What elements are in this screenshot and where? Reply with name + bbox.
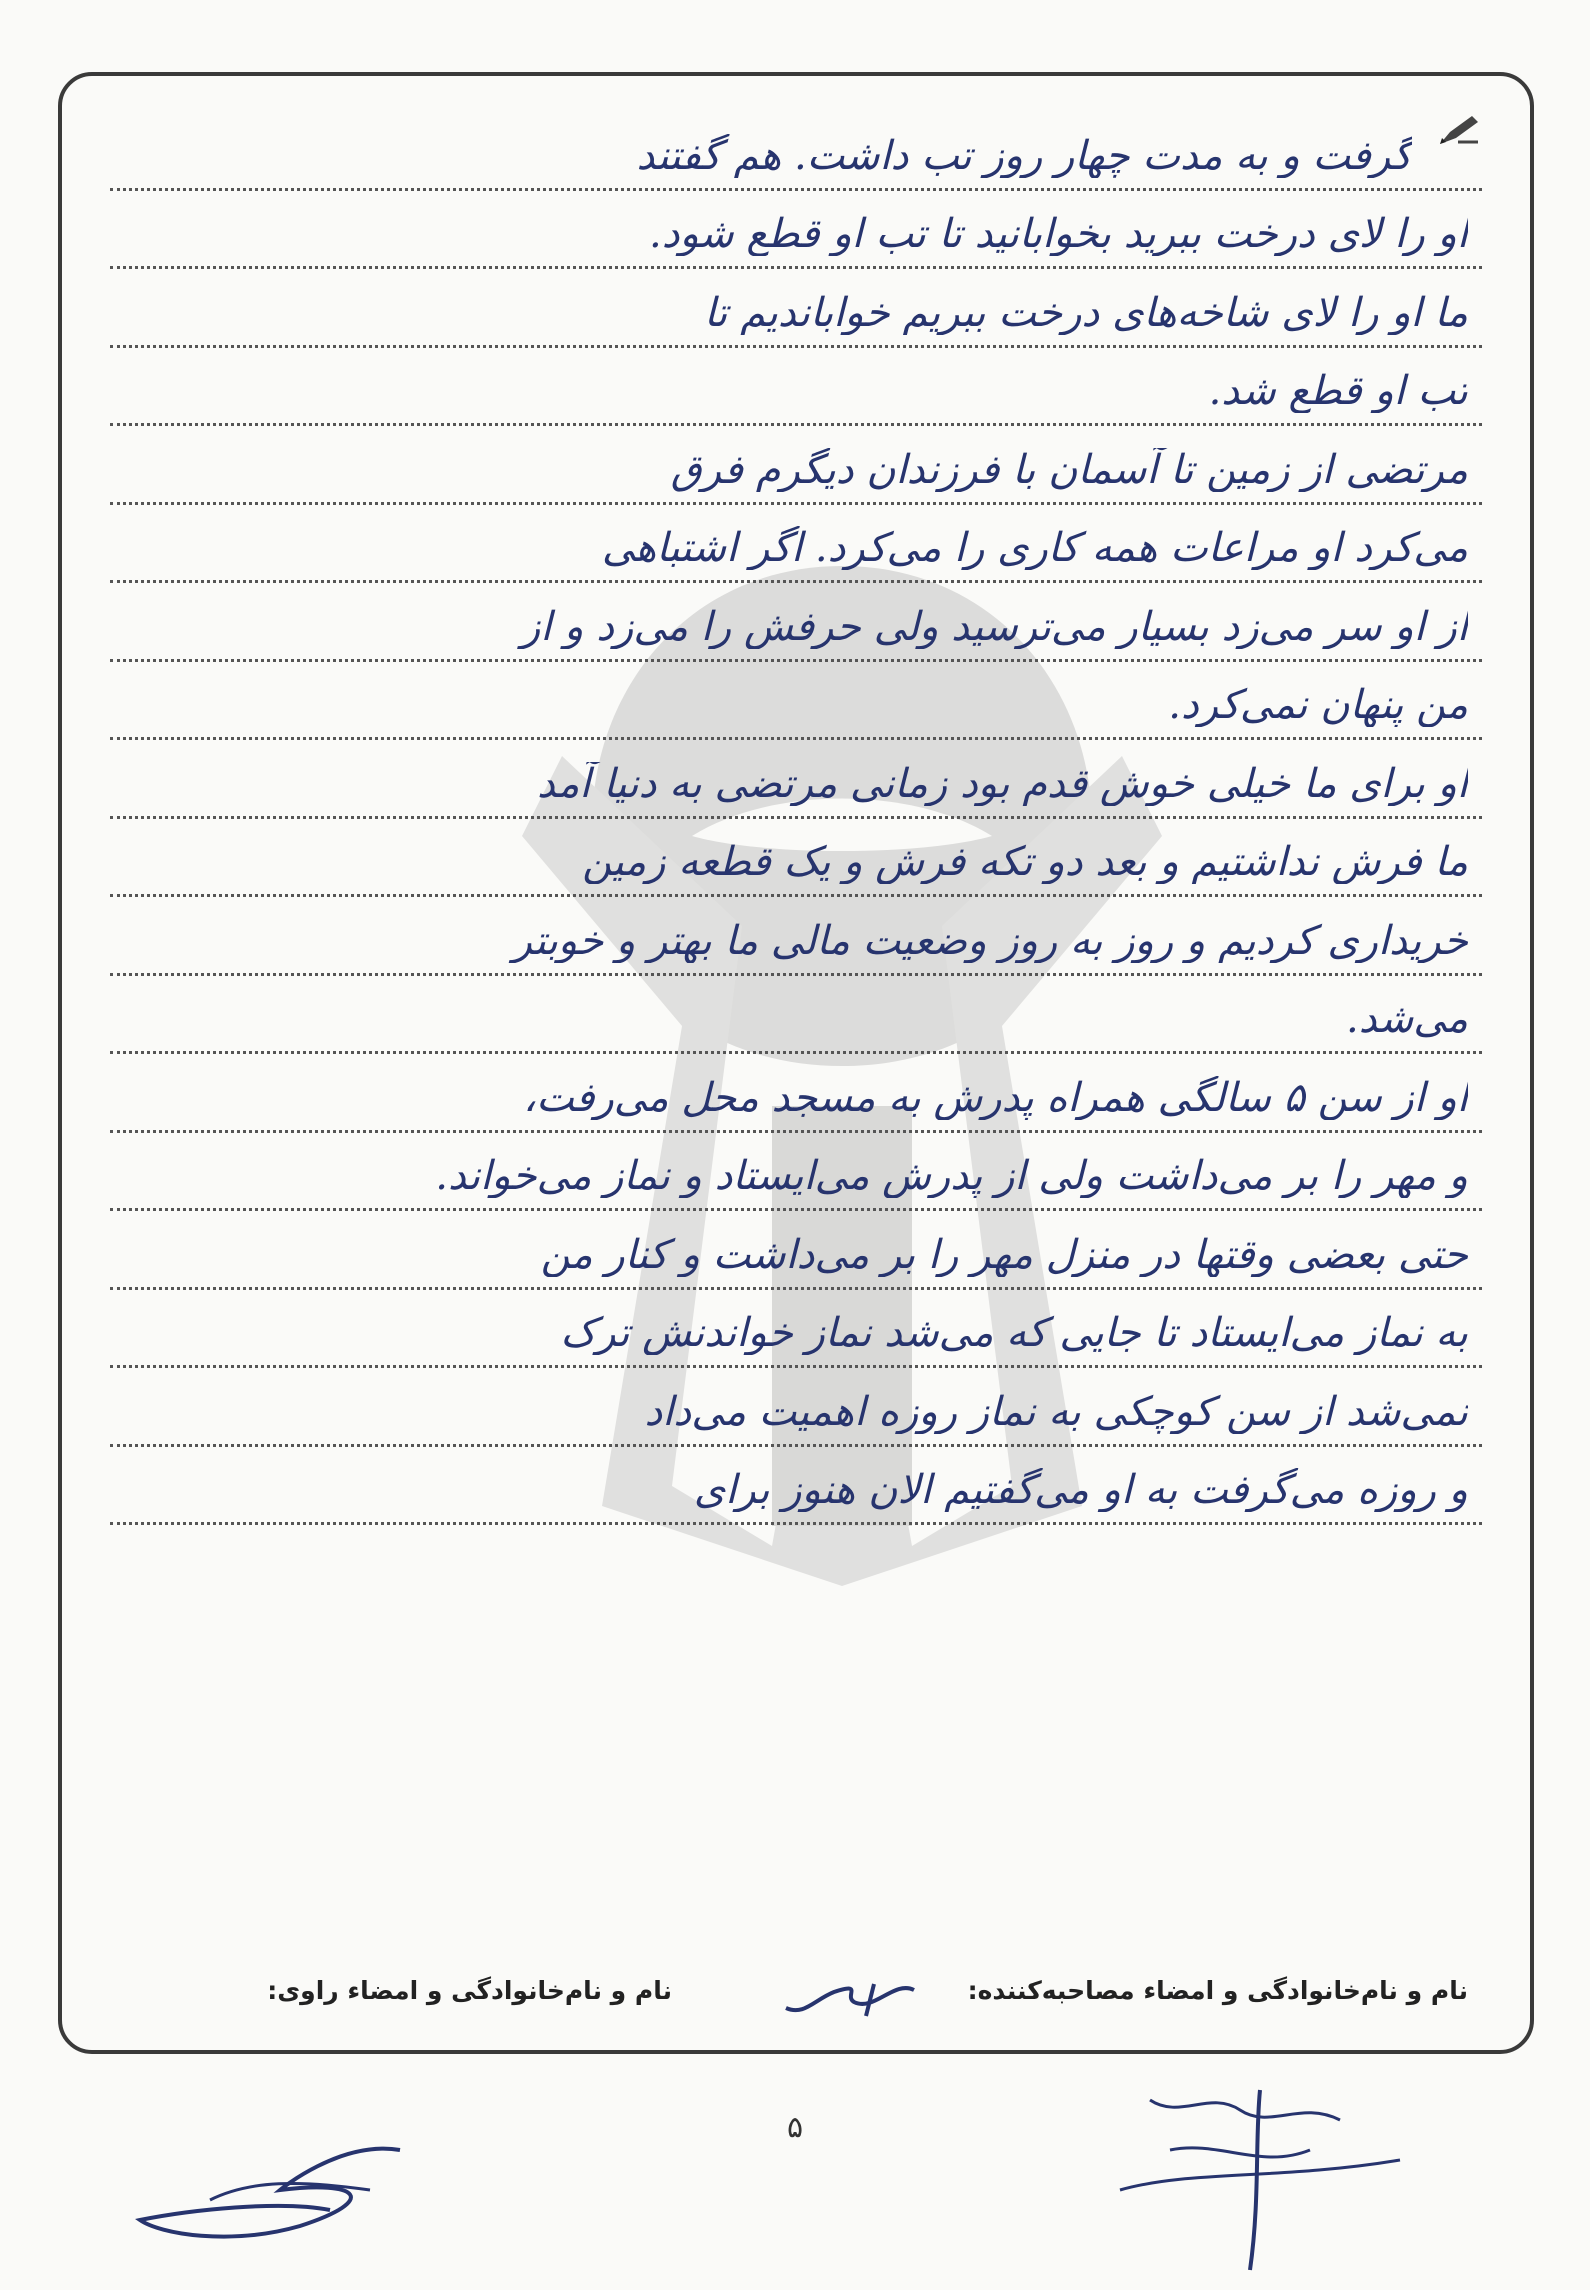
handwritten-line-text: نمی‌شد از سن کوچکی به نماز روزه اهمیت می‌داد [644,1389,1468,1434]
handwritten-line-text: او از سن ۵ سالگی همراه پدرش به مسجد محل می‌رفت، [523,1075,1468,1120]
ruled-line [110,583,1482,662]
ruled-line [110,976,1482,1055]
handwritten-line-text: ما فرش نداشتیم و بعد دو تکه فرش و یک قطعه زمین [582,840,1468,884]
handwritten-lines [110,112,1482,1525]
handwritten-line-text: خریداری کردیم و روز به روز وضعیت مالی ما بهتر و خوبتر [512,918,1468,963]
handwritten-line-text: و مهر را بر می‌داشت ولی از پدرش می‌ایستاد و نماز می‌خواند. [435,1154,1468,1198]
ruled-line [110,348,1482,427]
ruled-line [110,1211,1482,1290]
ruled-line [110,740,1482,819]
ruled-line [110,1133,1482,1212]
interviewer-signature-label: نام و نام‌خانوادگی و امضاء مصاحبه‌کننده: [967,1976,1468,2005]
ruled-line [110,897,1482,976]
ruled-line [110,269,1482,348]
interviewer-signature [774,1972,934,2028]
handwritten-signature [1110,2080,1410,2280]
handwritten-line-text: و روزه می‌گرفت به او می‌گفتیم الان هنوز برای [693,1468,1468,1512]
ruled-line [110,505,1482,584]
handwritten-line-text: می‌کرد او مراعات همه کاری را می‌کرد. اگر اشتباهی [601,526,1468,570]
handwritten-line-text: می‌شد. [1346,997,1468,1041]
ruled-line [110,1290,1482,1369]
handwritten-line-text: او برای ما خیلی خوش قدم بود زمانی مرتضی به دنیا آمد [537,761,1468,806]
page-frame [58,72,1534,2054]
signature-footer [110,1966,1482,2036]
handwritten-line-text: حتی بعضی وقتها در منزل مهر را بر می‌داشت و کنار من [540,1232,1468,1277]
handwritten-line-text: تب او قطع شد. [1208,369,1468,413]
ruled-line [110,1447,1482,1526]
ruled-line [110,1368,1482,1447]
handwritten-line-text: او را لای درخت ببرید بخوابانید تا تب او قطع شود. [648,212,1468,256]
handwritten-signature [130,2130,420,2250]
ruled-line [110,662,1482,741]
handwritten-line-text: از او سر می‌زد بسیار می‌ترسید ولی حرفش را می‌زد و از [521,604,1468,649]
narrator-signature-label: نام و نام‌خانوادگی و امضاء راوی: [267,1976,672,2005]
handwritten-line-text: گرفت و به مدت چهار روز تب داشت. هم گفتند [636,133,1412,178]
ruled-line [110,819,1482,898]
handwritten-line-text: به نماز می‌ایستاد تا جایی که می‌شد نماز خواندنش ترک [560,1311,1468,1355]
page-number: ۵ [786,2110,804,2145]
ruled-line [110,1054,1482,1133]
handwritten-line-text: من پنهان نمی‌کرد. [1168,683,1468,727]
handwritten-line-text: مرتضی از زمین تا آسمان با فرزندان دیگرم فرق [670,447,1468,492]
ruled-line [110,112,1482,191]
ruled-line [110,191,1482,270]
ruled-line [110,426,1482,505]
handwritten-line-text: ما او را لای شاخه‌های درخت ببریم خواباندیم تا [704,290,1468,335]
